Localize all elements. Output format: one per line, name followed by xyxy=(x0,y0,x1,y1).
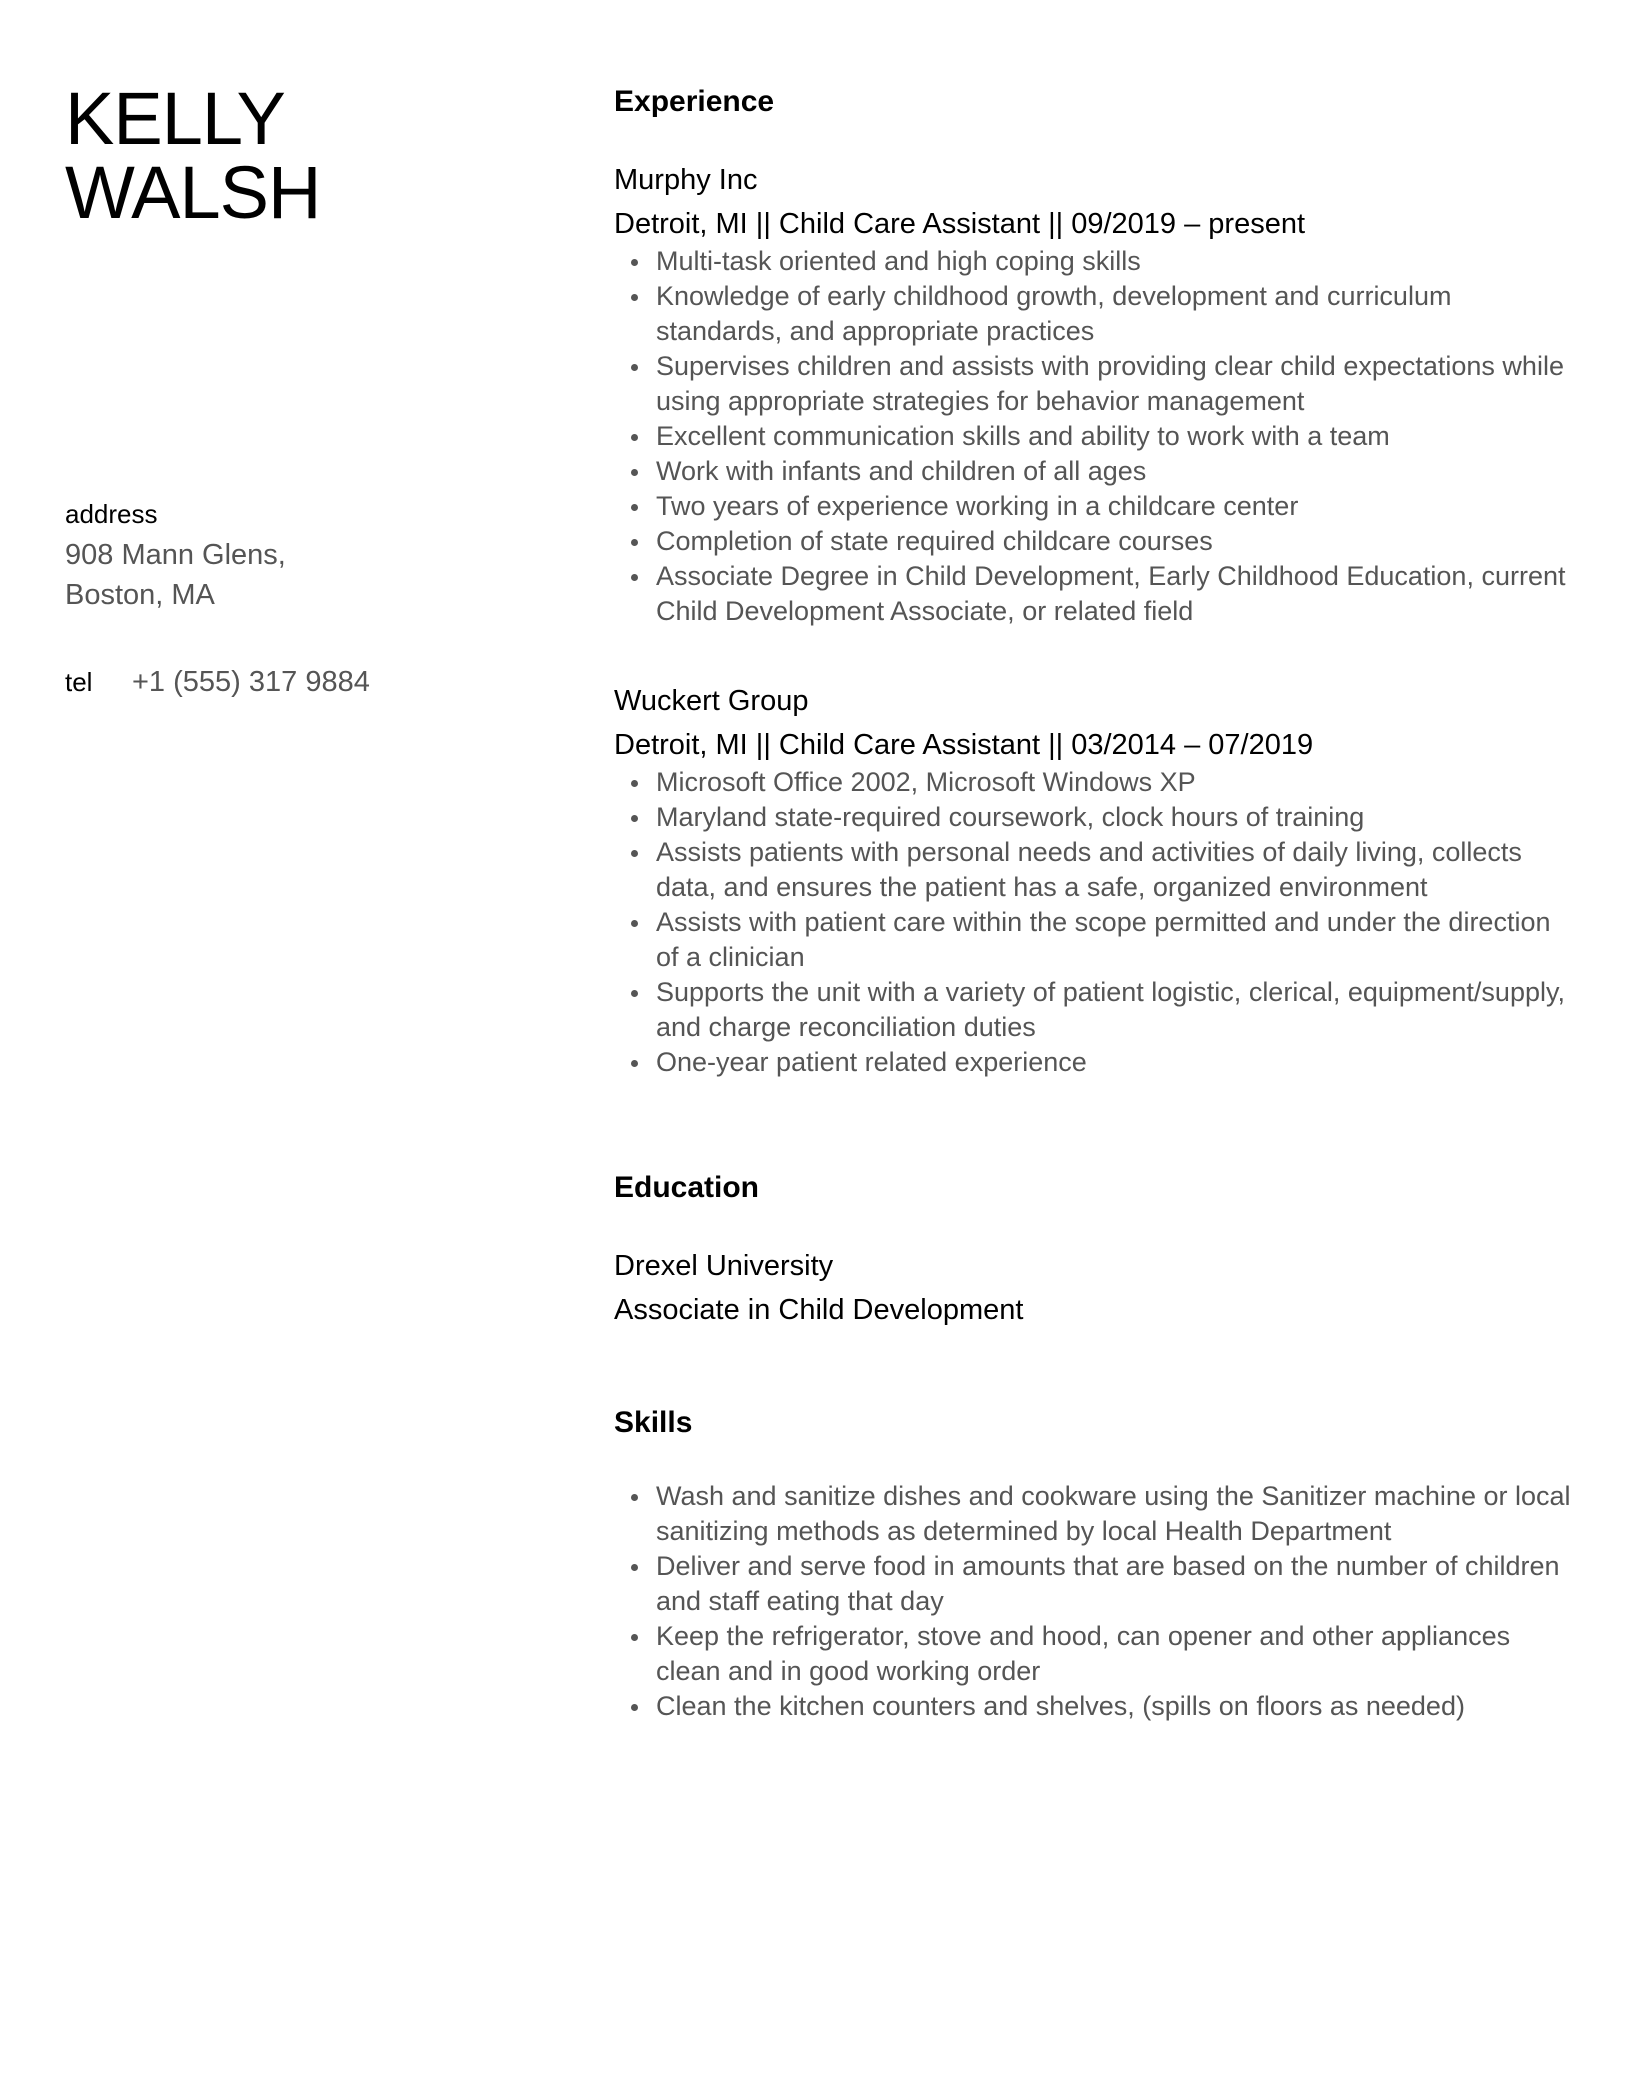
tel-block xyxy=(65,665,545,699)
school-name: Drexel University xyxy=(614,1250,834,1282)
job-meta: Detroit, MI || Child Care Assistant || 09/2019 – present xyxy=(614,208,1306,240)
list-item: Assists with patient care within the scope permitted and under the direction of a clinician xyxy=(614,905,1574,975)
job-bullets xyxy=(614,765,1574,1080)
list-item: Associate Degree in Child Development, Early Childhood Education, current Child Development Associate, or related field xyxy=(614,559,1574,629)
section-title-experience: Experience xyxy=(614,85,775,118)
section-title-skills: Skills xyxy=(614,1406,693,1439)
tel-label: tel xyxy=(65,667,93,697)
education-section xyxy=(614,1168,1574,1330)
job-company: Wuckert Group xyxy=(614,685,809,717)
job-bullets xyxy=(614,244,1574,629)
list-item: Excellent communication skills and ability to work with a team xyxy=(614,419,1574,454)
address-line-2: Boston, MA xyxy=(65,579,215,611)
list-item: Deliver and serve food in amounts that are based on the number of children and staff eating that day xyxy=(614,1549,1574,1619)
list-item: Knowledge of early childhood growth, development and curriculum standards, and appropriate practices xyxy=(614,279,1574,349)
tel-value: +1 (555) 317 9884 xyxy=(132,666,370,698)
skills-list xyxy=(614,1479,1574,1724)
address-label: address xyxy=(65,499,158,529)
job-entry xyxy=(614,681,1574,1080)
job-meta: Detroit, MI || Child Care Assistant || 03/2014 – 07/2019 xyxy=(614,729,1314,761)
list-item: Two years of experience working in a childcare center xyxy=(614,489,1574,524)
list-item: Supports the unit with a variety of patient logistic, clerical, equipment/supply, and charge reconciliation duties xyxy=(614,975,1574,1045)
job-entry xyxy=(614,160,1574,629)
skills-section xyxy=(614,1403,1574,1724)
list-item: Work with infants and children of all ages xyxy=(614,454,1574,489)
list-item: One-year patient related experience xyxy=(614,1045,1574,1080)
last-name: WALSH xyxy=(65,151,321,234)
degree: Associate in Child Development xyxy=(614,1294,1024,1326)
address-line-1: 908 Mann Glens, xyxy=(65,539,286,571)
list-item: Assists patients with personal needs and activities of daily living, collects data, and ensures the patient has a safe, organized environment xyxy=(614,835,1574,905)
list-item: Maryland state-required coursework, clock hours of training xyxy=(614,800,1574,835)
list-item: Completion of state required childcare courses xyxy=(614,524,1574,559)
list-item: Wash and sanitize dishes and cookware using the Sanitizer machine or local sanitizing methods as determined by local Health Department xyxy=(614,1479,1574,1549)
job-company: Murphy Inc xyxy=(614,164,758,196)
list-item: Clean the kitchen counters and shelves, (spills on floors as needed) xyxy=(614,1689,1574,1724)
name-block xyxy=(65,77,545,234)
list-item: Microsoft Office 2002, Microsoft Windows XP xyxy=(614,765,1574,800)
first-name: KELLY xyxy=(65,77,285,160)
main-column xyxy=(614,82,1574,1724)
address-block xyxy=(65,497,545,615)
section-title-education: Education xyxy=(614,1171,760,1204)
list-item: Supervises children and assists with providing clear child expectations while using appropriate strategies for behavior management xyxy=(614,349,1574,419)
list-item: Multi-task oriented and high coping skills xyxy=(614,244,1574,279)
experience-section xyxy=(614,82,1574,1080)
list-item: Keep the refrigerator, stove and hood, can opener and other appliances clean and in good working order xyxy=(614,1619,1574,1689)
